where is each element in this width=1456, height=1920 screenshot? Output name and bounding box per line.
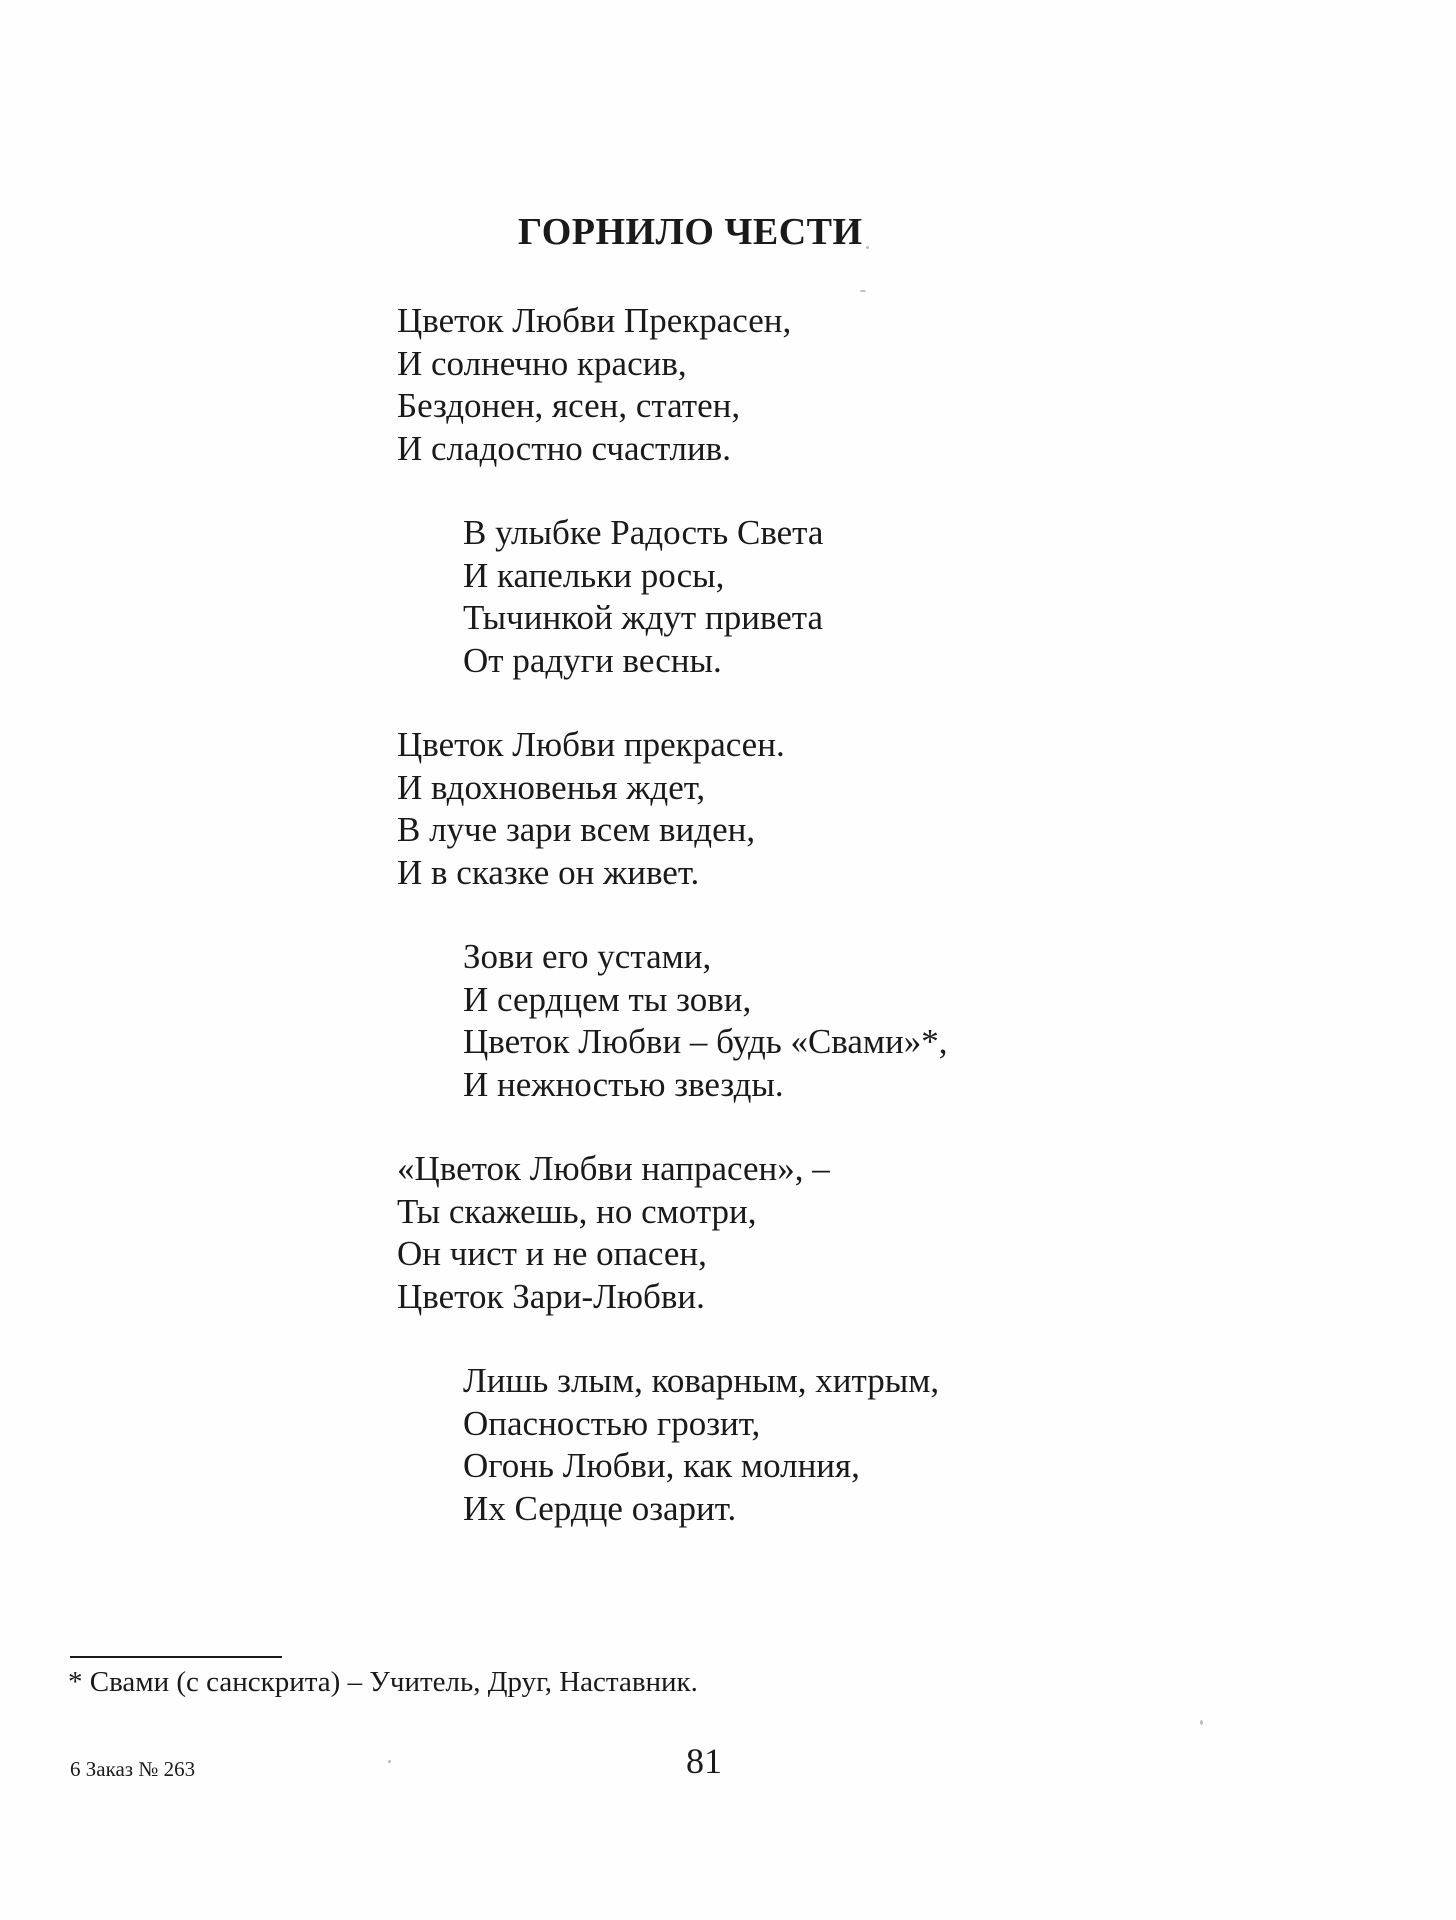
poem-line: Опасностью грозит, bbox=[463, 1403, 761, 1443]
scan-speck bbox=[1200, 1720, 1203, 1725]
poem-line: И солнечно красив, bbox=[397, 343, 687, 383]
poem-line: Цветок Любви Прекрасен, bbox=[397, 301, 792, 340]
stanza-3 bbox=[397, 724, 1097, 894]
poem-line: От радуги весны. bbox=[463, 640, 722, 680]
scan-speck bbox=[388, 1760, 391, 1763]
footnote: * Свами (с санскрита) – Учитель, Друг, Наставник. bbox=[68, 1666, 698, 1698]
page-number: 81 bbox=[686, 1741, 722, 1781]
poem-line: Их Сердце озарит. bbox=[463, 1488, 737, 1528]
stanza-5 bbox=[397, 1148, 1097, 1318]
poem-line: И капельки росы, bbox=[463, 555, 725, 595]
poem-line: Бездонен, ясен, статен, bbox=[397, 386, 741, 425]
poem-line: И нежностью звезды. bbox=[463, 1064, 784, 1104]
poem-line: И сладостно счастлив. bbox=[397, 428, 731, 468]
poem-line: И сердцем ты зови, bbox=[463, 979, 752, 1019]
poem-line: В луче зари всем виден, bbox=[397, 810, 756, 849]
poem-line: Тычинкой ждут привета bbox=[463, 598, 824, 637]
footnote-divider bbox=[70, 1656, 282, 1658]
poem-line: Цветок Любви прекрасен. bbox=[397, 725, 785, 764]
poem-line: Огонь Любви, как молния, bbox=[463, 1446, 860, 1485]
poem-line: Цветок Зари-Любви. bbox=[397, 1276, 705, 1316]
poem-line: Зови его устами, bbox=[463, 937, 712, 976]
poem-line: И в сказке он живет. bbox=[397, 852, 700, 892]
scan-speck bbox=[866, 246, 869, 249]
poem-line: Он чист и не опасен, bbox=[397, 1234, 707, 1273]
stanza-6 bbox=[397, 1360, 1097, 1530]
poem-title: ГОРНИЛО ЧЕСТИ bbox=[518, 211, 863, 253]
poem-body bbox=[397, 300, 1097, 1572]
stanza-1 bbox=[397, 300, 1097, 470]
printer-order-mark: 6 Заказ № 263 bbox=[70, 1757, 196, 1781]
poem-line: В улыбке Радость Света bbox=[463, 513, 824, 552]
poem-line: Цветок Любви – будь «Свами»*, bbox=[463, 1022, 948, 1061]
poem-line: И вдохновенья ждет, bbox=[397, 767, 706, 807]
stanza-2 bbox=[397, 512, 1097, 682]
poem-line: «Цветок Любви напрасен», – bbox=[397, 1149, 830, 1188]
stanza-4 bbox=[397, 936, 1097, 1106]
poem-line: Лишь злым, коварным, хитрым, bbox=[463, 1361, 940, 1400]
poem-line: Ты скажешь, но смотри, bbox=[397, 1191, 757, 1231]
scan-speck bbox=[860, 290, 866, 292]
